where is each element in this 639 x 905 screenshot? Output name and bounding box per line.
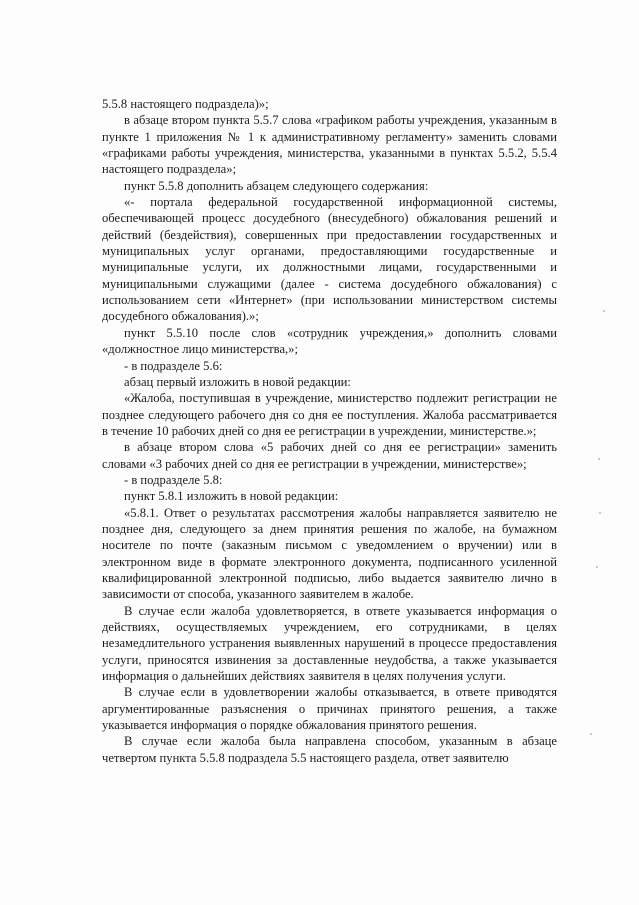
scan-speck [603, 310, 605, 312]
scan-speck [590, 733, 592, 735]
paragraph-satisfied-case: В случае если жалоба удовлетворяется, в ответе указывается информация о действиях, осуществляемых учреждением, его сотрудниками, в целях незамедлительного устранения выявленных нарушений в процессе предоставления услуги, приносятся извинения за доставленные неудобства, а также указывается информация о дальнейших действиях заявителя в целях получения услуги. [102, 603, 557, 684]
paragraph-first-abzac: абзац первый изложить в новой редакции: [124, 374, 351, 389]
paragraph-subsection-5-8: - в подразделе 5.8: [124, 472, 223, 487]
paragraph-second-abzac: в абзаце втором слова «5 рабочих дней со дня ее регистрации» заменить словами «3 рабочих дней со дня ее регистрации в учреждении, министерстве»; [102, 440, 557, 471]
paragraph-method-case: В случае если жалоба была направлена способом, указанным в абзаце четвертом пункта 5.5.8 подраздела 5.5 настоящего раздела, ответ заявителю [102, 734, 557, 765]
paragraph-portal-quote: «- портала федеральной государственной информационной системы, обеспечивающей процесс досудебного (внесудебного) обжалования решений и действий (бездействия), совершенных при предоставлении государственных и муниципальных услуг органами, предоставляющими государственные и муниципальные услуги, их должностными лицами, государственными и муниципальными служащими (далее - система досудебного обжалования) с использованием сети «Интернет» (при использовании министерством системы досудебного обжалования).»; [102, 195, 557, 324]
scan-speck [596, 566, 598, 568]
paragraph-amend-5-5-10: пункт 5.5.10 после слов «сотрудник учреждения,» дополнить словами «должностное лицо министерства,»; [102, 325, 557, 357]
paragraph-refused-case: В случае если в удовлетворении жалобы отказывается, в ответе приводятся аргументированные разъяснения о причинах принятого решения, а также указывается информация о порядке обжалования принятого решения. [102, 685, 557, 733]
paragraph-amend-5-8-1: пункт 5.8.1 изложить в новой редакции: [124, 489, 339, 504]
scan-speck [599, 512, 601, 514]
document-body [102, 96, 557, 766]
paragraph-complaint-registration: «Жалоба, поступившая в учреждение, министерство подлежит регистрации не позднее следующего рабочего дня со дня ее поступления. Жалоба рассматривается в течение 10 рабочих дней со дня ее регистрации в учреждении, министерстве.»; [102, 391, 557, 438]
paragraph-5-8-1-text: «5.8.1. Ответ о результатах рассмотрения жалобы направляется заявителю не позднее дня, следующего за днем принятия решения по жалобе, на бумажном носителе по почте (заказным письмом с уведомлением о вручении) или в электронном виде в формате электронного документа, подписанного усиленной квалифицированной электронной подписью, либо выдается заявителю лично в зависимости от способа, указанного заявителем в жалобе. [102, 505, 557, 602]
paragraph-continuation: 5.5.8 настоящего подраздела)»; [102, 97, 269, 111]
paragraph-amend-5-5-7: в абзаце втором пункта 5.5.7 слова «графиком работы учреждения, указанным в пункте 1 приложения № 1 к административному регламенту» заменить словами «графиками работы учреждения, министерства, указанными в пунктах 5.5.2, 5.5.4 настоящего подраздела»; [102, 113, 557, 177]
paragraph-amend-5-5-8: пункт 5.5.8 дополнить абзацем следующего содержания: [124, 178, 429, 193]
scan-speck [598, 458, 600, 460]
paragraph-subsection-5-6: - в подразделе 5.6: [124, 358, 223, 373]
